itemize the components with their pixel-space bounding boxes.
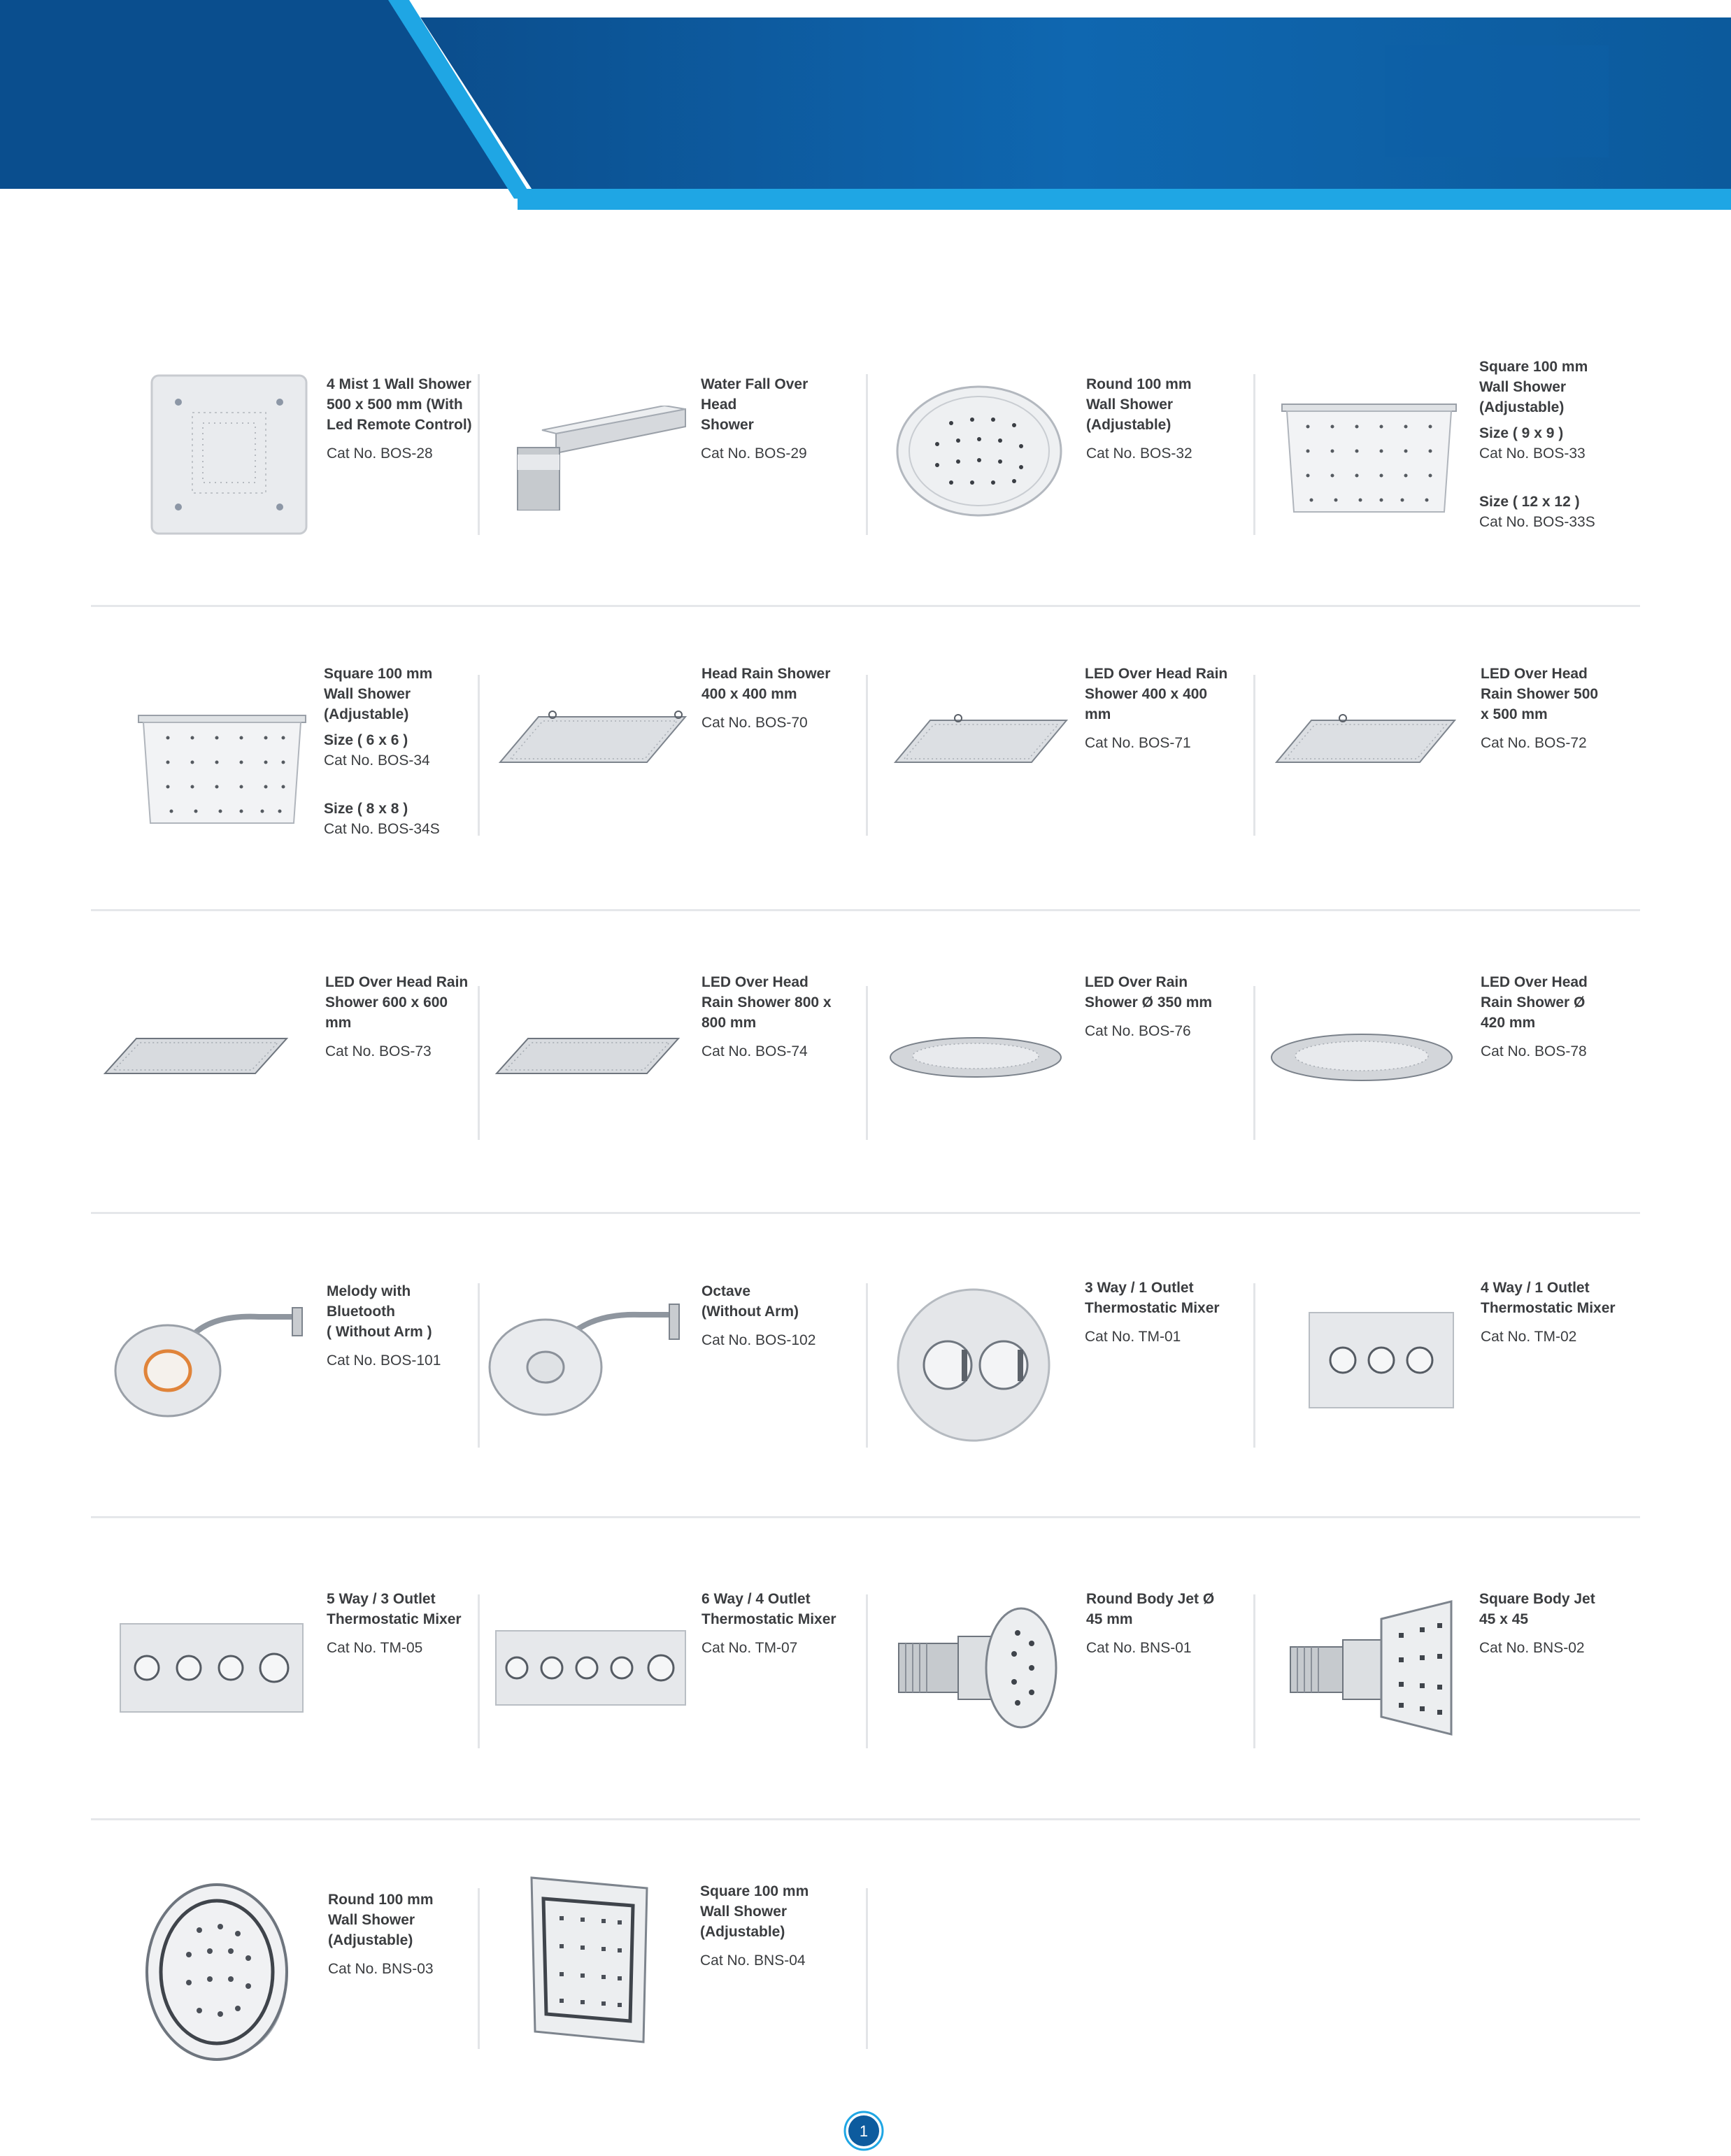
product-title: 6 Way / 4 Outlet Thermostatic Mixer xyxy=(701,1591,836,1627)
flat-rain-shower-icon xyxy=(892,713,1070,766)
square-wall-shower-icon xyxy=(528,1874,650,2046)
product-info xyxy=(701,1281,848,1350)
catalog-number: Cat No. TM-01 xyxy=(1085,1329,1181,1345)
product-title: Square Body Jet 45 x 45 xyxy=(1479,1591,1595,1627)
product-info xyxy=(1481,1278,1627,1347)
product-title: LED Over Rain Shower Ø 350 mm xyxy=(1085,974,1213,1011)
flat-rain-shower-icon xyxy=(493,1031,682,1077)
product-title: LED Over Head Rain Shower 400 x 400 mm xyxy=(1085,666,1228,722)
column-divider xyxy=(866,675,868,836)
catalog-number: Cat No. BNS-04 xyxy=(700,1952,806,1969)
product-info xyxy=(701,374,848,464)
product-title: Round 100 mm Wall Shower (Adjustable) xyxy=(328,1892,434,1948)
product-info xyxy=(325,972,472,1062)
page-number: 1 xyxy=(859,2122,869,2140)
bluetooth-shower-arm-icon xyxy=(112,1304,308,1423)
product-title: Square 100 mm Wall Shower (Adjustable) xyxy=(324,666,433,722)
round-shower-head-icon xyxy=(895,385,1063,517)
round-body-jet-icon xyxy=(895,1605,1060,1734)
catalog-number: Cat No. BOS-78 xyxy=(1481,1043,1587,1059)
product-info xyxy=(700,1881,847,1971)
square-shower-head-icon xyxy=(1280,402,1458,514)
catalog-number: Cat No. BOS-72 xyxy=(1481,735,1587,751)
product-info xyxy=(1479,357,1626,532)
product-info xyxy=(1481,972,1627,1062)
column-divider xyxy=(1253,986,1255,1140)
product-title: Round 100 mm Wall Shower (Adjustable) xyxy=(1086,376,1192,433)
column-divider xyxy=(1253,675,1255,836)
round-thermostatic-mixer-icon xyxy=(895,1287,1053,1444)
catalog-number: Cat No. BOS-33S xyxy=(1479,514,1595,530)
column-divider xyxy=(478,374,480,535)
product-info xyxy=(701,664,848,733)
product-title: Round Body Jet Ø 45 mm xyxy=(1086,1591,1215,1627)
product-title: 5 Way / 3 Outlet Thermostatic Mixer xyxy=(327,1591,462,1627)
product-row xyxy=(0,1874,1731,2084)
column-divider xyxy=(866,1283,868,1448)
catalog-number: Cat No. BOS-74 xyxy=(701,1043,808,1059)
product-title: 4 Mist 1 Wall Shower 500 x 500 mm (With Led Remote Control) xyxy=(327,376,472,433)
product-info xyxy=(327,1589,473,1658)
product-title: LED Over Head Rain Shower Ø 420 mm xyxy=(1481,974,1588,1031)
product-title: 3 Way / 1 Outlet Thermostatic Mixer xyxy=(1085,1280,1220,1316)
product-row xyxy=(0,1269,1731,1479)
page-number-badge xyxy=(843,2111,884,2151)
product-info xyxy=(1479,1589,1626,1658)
product-row xyxy=(0,965,1731,1175)
product-title: LED Over Head Rain Shower 600 x 600 mm xyxy=(325,974,469,1031)
round-wall-shower-icon xyxy=(143,1881,290,2066)
row-divider xyxy=(91,909,1640,911)
product-title: 4 Way / 1 Outlet Thermostatic Mixer xyxy=(1481,1280,1616,1316)
square-shower-head-icon xyxy=(136,713,308,825)
catalog-number: Cat No. BOS-101 xyxy=(327,1352,441,1369)
three-knob-mixer-icon xyxy=(1308,1311,1455,1409)
column-divider xyxy=(478,986,480,1140)
size-spec: Size ( 12 x 12 ) xyxy=(1479,494,1580,510)
catalog-number: Cat No. BOS-29 xyxy=(701,445,807,462)
flat-rain-shower-icon xyxy=(101,1031,290,1077)
flat-rain-shower-icon xyxy=(497,710,689,766)
product-title: Head Rain Shower 400 x 400 mm xyxy=(701,666,831,702)
product-info xyxy=(701,972,848,1062)
product-info xyxy=(701,1589,848,1658)
size-spec: Size ( 6 x 6 ) xyxy=(324,732,408,748)
catalog-number: Cat No. TM-07 xyxy=(701,1640,798,1656)
waterfall-shower-icon xyxy=(514,406,689,511)
row-divider xyxy=(91,1212,1640,1214)
product-info xyxy=(328,1890,475,1979)
product-info xyxy=(1085,972,1232,1041)
catalog-number: Cat No. BOS-73 xyxy=(325,1043,432,1059)
product-title: Square 100 mm Wall Shower (Adjustable) xyxy=(1479,359,1588,415)
catalog-number: Cat No. BNS-01 xyxy=(1086,1640,1192,1656)
product-info xyxy=(1086,1589,1233,1658)
catalog-number: Cat No. BOS-33 xyxy=(1479,445,1586,462)
product-info xyxy=(1086,374,1233,464)
header-banner xyxy=(0,0,1731,210)
catalog-number: Cat No. BOS-34S xyxy=(324,821,440,837)
product-info xyxy=(1085,1278,1232,1347)
square-body-jet-icon xyxy=(1287,1598,1455,1738)
product-title: LED Over Head Rain Shower 500 x 500 mm xyxy=(1481,666,1599,722)
product-info xyxy=(327,374,473,464)
column-divider xyxy=(866,374,868,535)
round-rain-shower-icon xyxy=(888,1035,1063,1080)
four-knob-mixer-icon xyxy=(119,1622,304,1713)
product-title: Octave (Without Arm) xyxy=(701,1283,799,1320)
column-divider xyxy=(1253,374,1255,535)
round-rain-shower-icon xyxy=(1269,1031,1455,1084)
product-row xyxy=(0,350,1731,559)
catalog-number: Cat No. BOS-28 xyxy=(327,445,433,462)
catalog-number: Cat No. BOS-71 xyxy=(1085,735,1191,751)
product-row xyxy=(0,1580,1731,1790)
shower-with-arm-icon xyxy=(486,1301,682,1420)
product-info xyxy=(327,1281,473,1371)
column-divider xyxy=(478,1594,480,1748)
size-spec: Size ( 9 x 9 ) xyxy=(1479,425,1564,441)
row-divider xyxy=(91,605,1640,607)
column-divider xyxy=(1253,1594,1255,1748)
product-title: Water Fall Over Head Shower xyxy=(701,376,808,433)
column-divider xyxy=(478,675,480,836)
catalog-number: Cat No. BOS-70 xyxy=(701,715,808,731)
product-title: Square 100 mm Wall Shower (Adjustable) xyxy=(700,1883,809,1940)
column-divider xyxy=(478,1283,480,1448)
product-info xyxy=(324,664,471,839)
size-spec: Size ( 8 x 8 ) xyxy=(324,801,408,817)
flat-rain-shower-icon xyxy=(1273,713,1458,766)
catalog-number: Cat No. BOS-32 xyxy=(1086,445,1192,462)
five-knob-mixer-icon xyxy=(494,1629,687,1706)
product-title: LED Over Head Rain Shower 800 x 800 mm xyxy=(701,974,832,1031)
catalog-number: Cat No. BOS-76 xyxy=(1085,1023,1191,1039)
row-divider xyxy=(91,1516,1640,1518)
column-divider xyxy=(866,1888,868,2049)
product-info xyxy=(1085,664,1232,753)
catalog-number: Cat No. TM-05 xyxy=(327,1640,423,1656)
column-divider xyxy=(478,1888,480,2049)
row-divider xyxy=(91,1818,1640,1820)
catalog-number: Cat No. BOS-102 xyxy=(701,1332,816,1348)
column-divider xyxy=(866,986,868,1140)
column-divider xyxy=(866,1594,868,1748)
catalog-number: Cat No. BNS-02 xyxy=(1479,1640,1585,1656)
column-divider xyxy=(1253,1283,1255,1448)
product-info xyxy=(1481,664,1627,753)
catalog-number: Cat No. TM-02 xyxy=(1481,1329,1577,1345)
product-row xyxy=(0,654,1731,864)
square-mist-panel-icon xyxy=(150,374,308,535)
catalog-number: Cat No. BOS-34 xyxy=(324,752,430,769)
product-title: Melody with Bluetooth ( Without Arm ) xyxy=(327,1283,432,1340)
catalog-number: Cat No. BNS-03 xyxy=(328,1961,434,1977)
